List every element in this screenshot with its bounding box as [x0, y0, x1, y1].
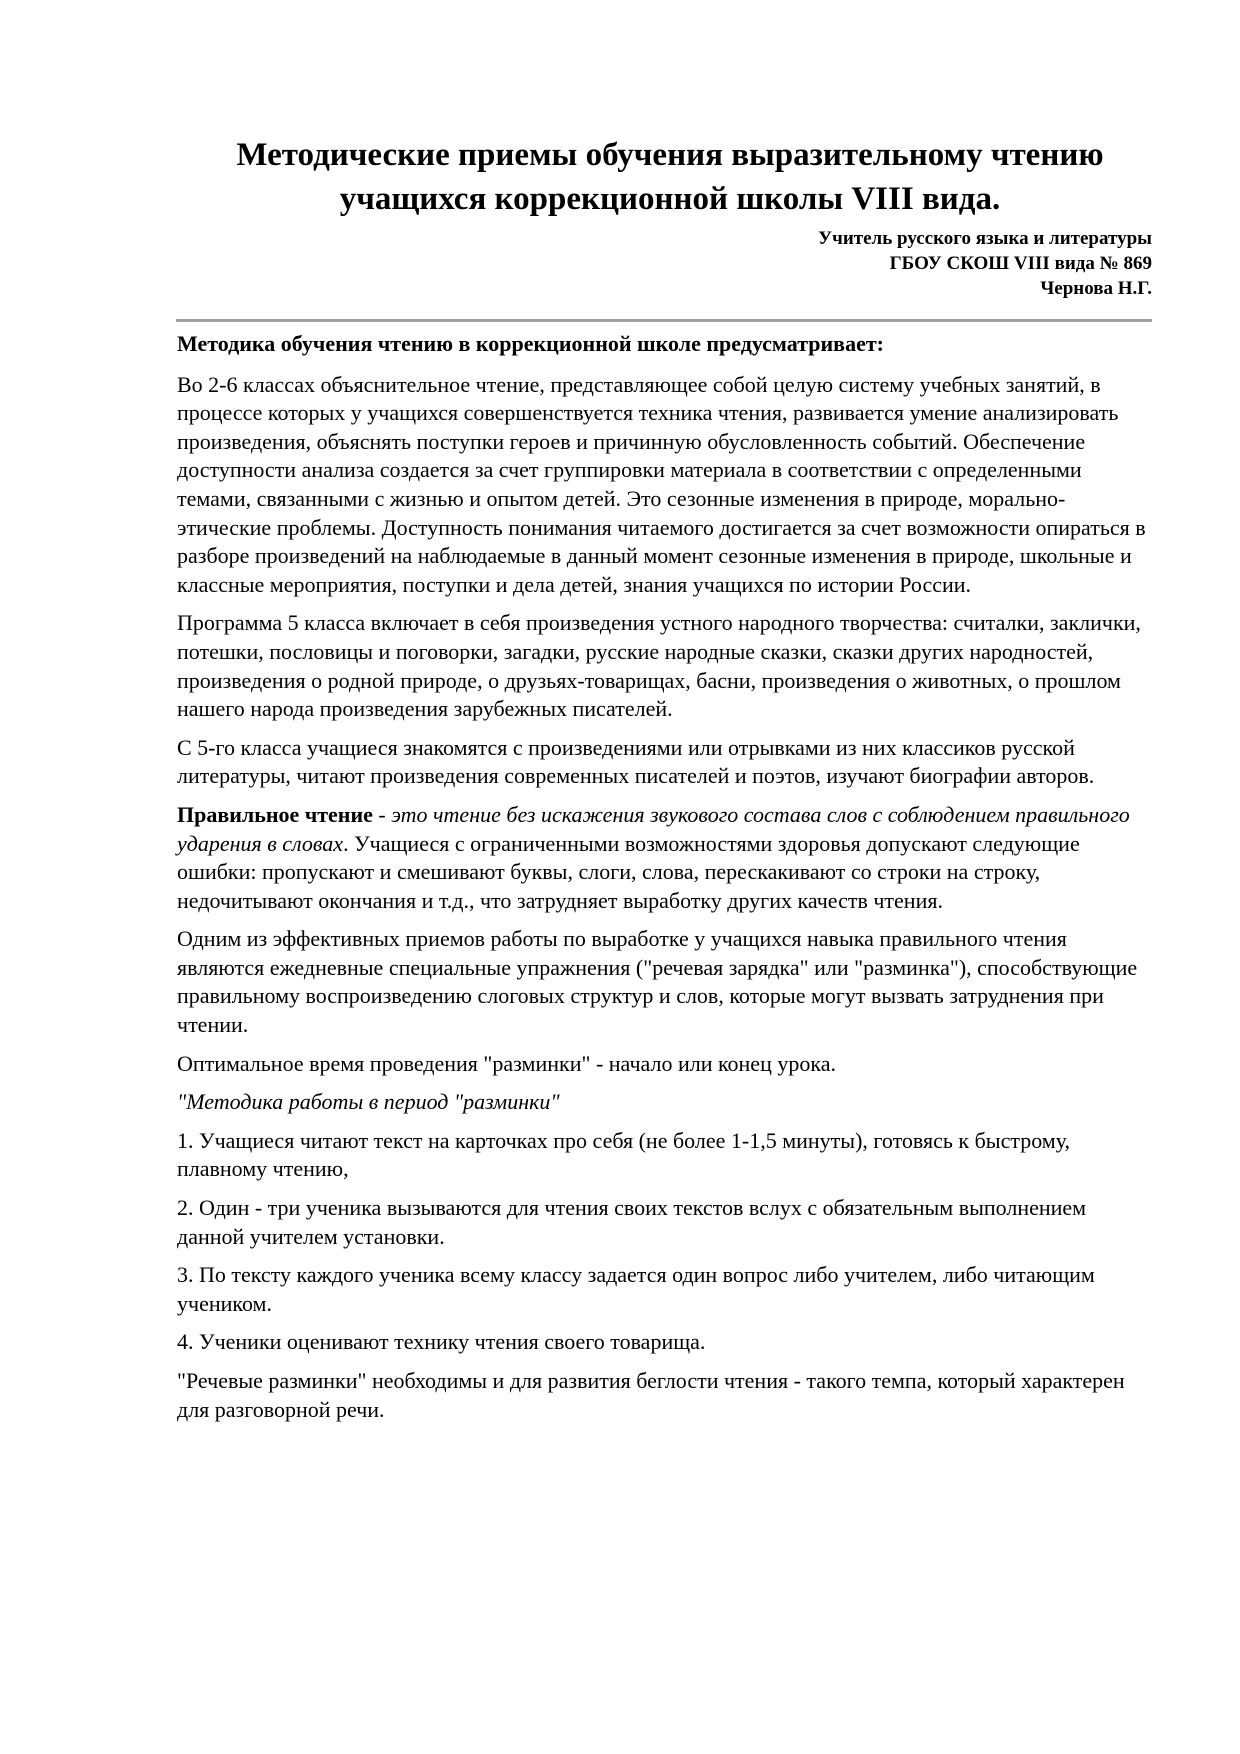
definition-correct-reading: это чтение без искажения звукового состава слов с соблюдением правильного ударения в словах — [177, 801, 1130, 856]
title-line-2: учащихся коррекционной школы VIII вида. — [339, 181, 1001, 217]
paragraph-fluency: "Речевые разминки" необходимы и для развития беглости чтения - такого темпа, который характерен для разговорной речи. — [177, 1368, 1125, 1422]
document-title — [180, 133, 1160, 221]
term-correct-reading: Правильное чтение — [177, 801, 373, 827]
paragraph-daily-exercises: Одним из эффективных приемов работы по выработке у учащихся навыка правильного чтения являются ежедневные специальные упражнения ("речевая зарядка" или "разминка"), способствующие правильному воспроизведению слоговых структур и слов, которые могут вызвать затруднения при чтении. — [177, 926, 1138, 1038]
warmup-step-2: 2. Один - три ученика вызываются для чтения своих текстов вслух с обязательным выполнением данной учителем установки. — [177, 1195, 1087, 1249]
paragraph-grade5-classics: С 5-го класса учащиеся знакомятся с произведениями или отрывками из них классиков русской литературы, читают произведения современных писателей и поэтов, изучают биографии авторов. — [177, 734, 1095, 789]
author-name: Чернова Н.Г. — [1040, 278, 1152, 299]
warmup-step-1: 1. Учащиеся читают текст на карточках про себя (не более 1-1,5 минуты), готовясь к быстрому, плавному чтению, — [177, 1127, 1071, 1182]
paragraph-grade5-program: Программа 5 класса включает в себя произведения устного народного творчества: считалки, заклички, потешки, пословицы и поговорки, загадки, русские народные сказки, сказки других народностей, произведения о родной природе, о друзьях-товарищах, басни, произведения о животных, о прошлом нашего народа произведения зарубежных писателей. — [177, 610, 1141, 722]
warmup-step-4: 4. Ученики оценивают технику чтения своего товарища. — [177, 1329, 706, 1355]
section-heading: Методика обучения чтению в коррекционной школе предусматривает: — [177, 331, 884, 356]
warmup-method-heading: "Методика работы в период "разминки" — [177, 1089, 560, 1115]
paragraph-correct-reading — [177, 801, 1157, 915]
author-block — [818, 226, 1152, 301]
author-school: ГБОУ СКОШ VIII вида № 869 — [889, 253, 1152, 274]
definition-dash: - — [372, 801, 392, 827]
author-position: Учитель русского языка и литературы — [818, 228, 1152, 249]
title-line-1: Методические приемы обучения выразительному чтению — [236, 137, 1104, 173]
header-divider — [176, 319, 1152, 322]
paragraph-optimal-time: Оптимальное время проведения "разминки" - начало или конец урока. — [177, 1050, 836, 1076]
document-body — [177, 330, 1157, 1434]
warmup-step-3: 3. По тексту каждого ученика всему классу задается один вопрос либо учителем, либо читающим учеником. — [177, 1262, 1095, 1316]
paragraph-explanatory-reading: Во 2-6 классах объяснительное чтение, представляющее собой целую систему учебных занятий, в процессе которых у учащихся совершенствуется техника чтения, развивается умение анализировать произведения, объяснять поступки героев и причинную обусловленность событий. Обеспечение доступности анализа создается за счет группировки материала в соответствии с определенными темами, связанными с жизнью и опытом детей. Это сезонные изменения в природе, морально-этические проблемы. Доступность понимания читаемого достигается за счет возможности опираться в разборе произведений на наблюдаемые в данный момент сезонные изменения в природе, школьные и классные мероприятия, поступки и дела детей, знания учащихся по истории России. — [177, 371, 1146, 597]
correct-reading-errors: . Учащиеся с ограниченными возможностями здоровья допускают следующие ошибки: пропускают и смешивают буквы, слоги, слова, перескакивают со строки на строку, недочитывают окончания и т.д., что затрудняет выработку других качеств чтения. — [177, 830, 1080, 913]
